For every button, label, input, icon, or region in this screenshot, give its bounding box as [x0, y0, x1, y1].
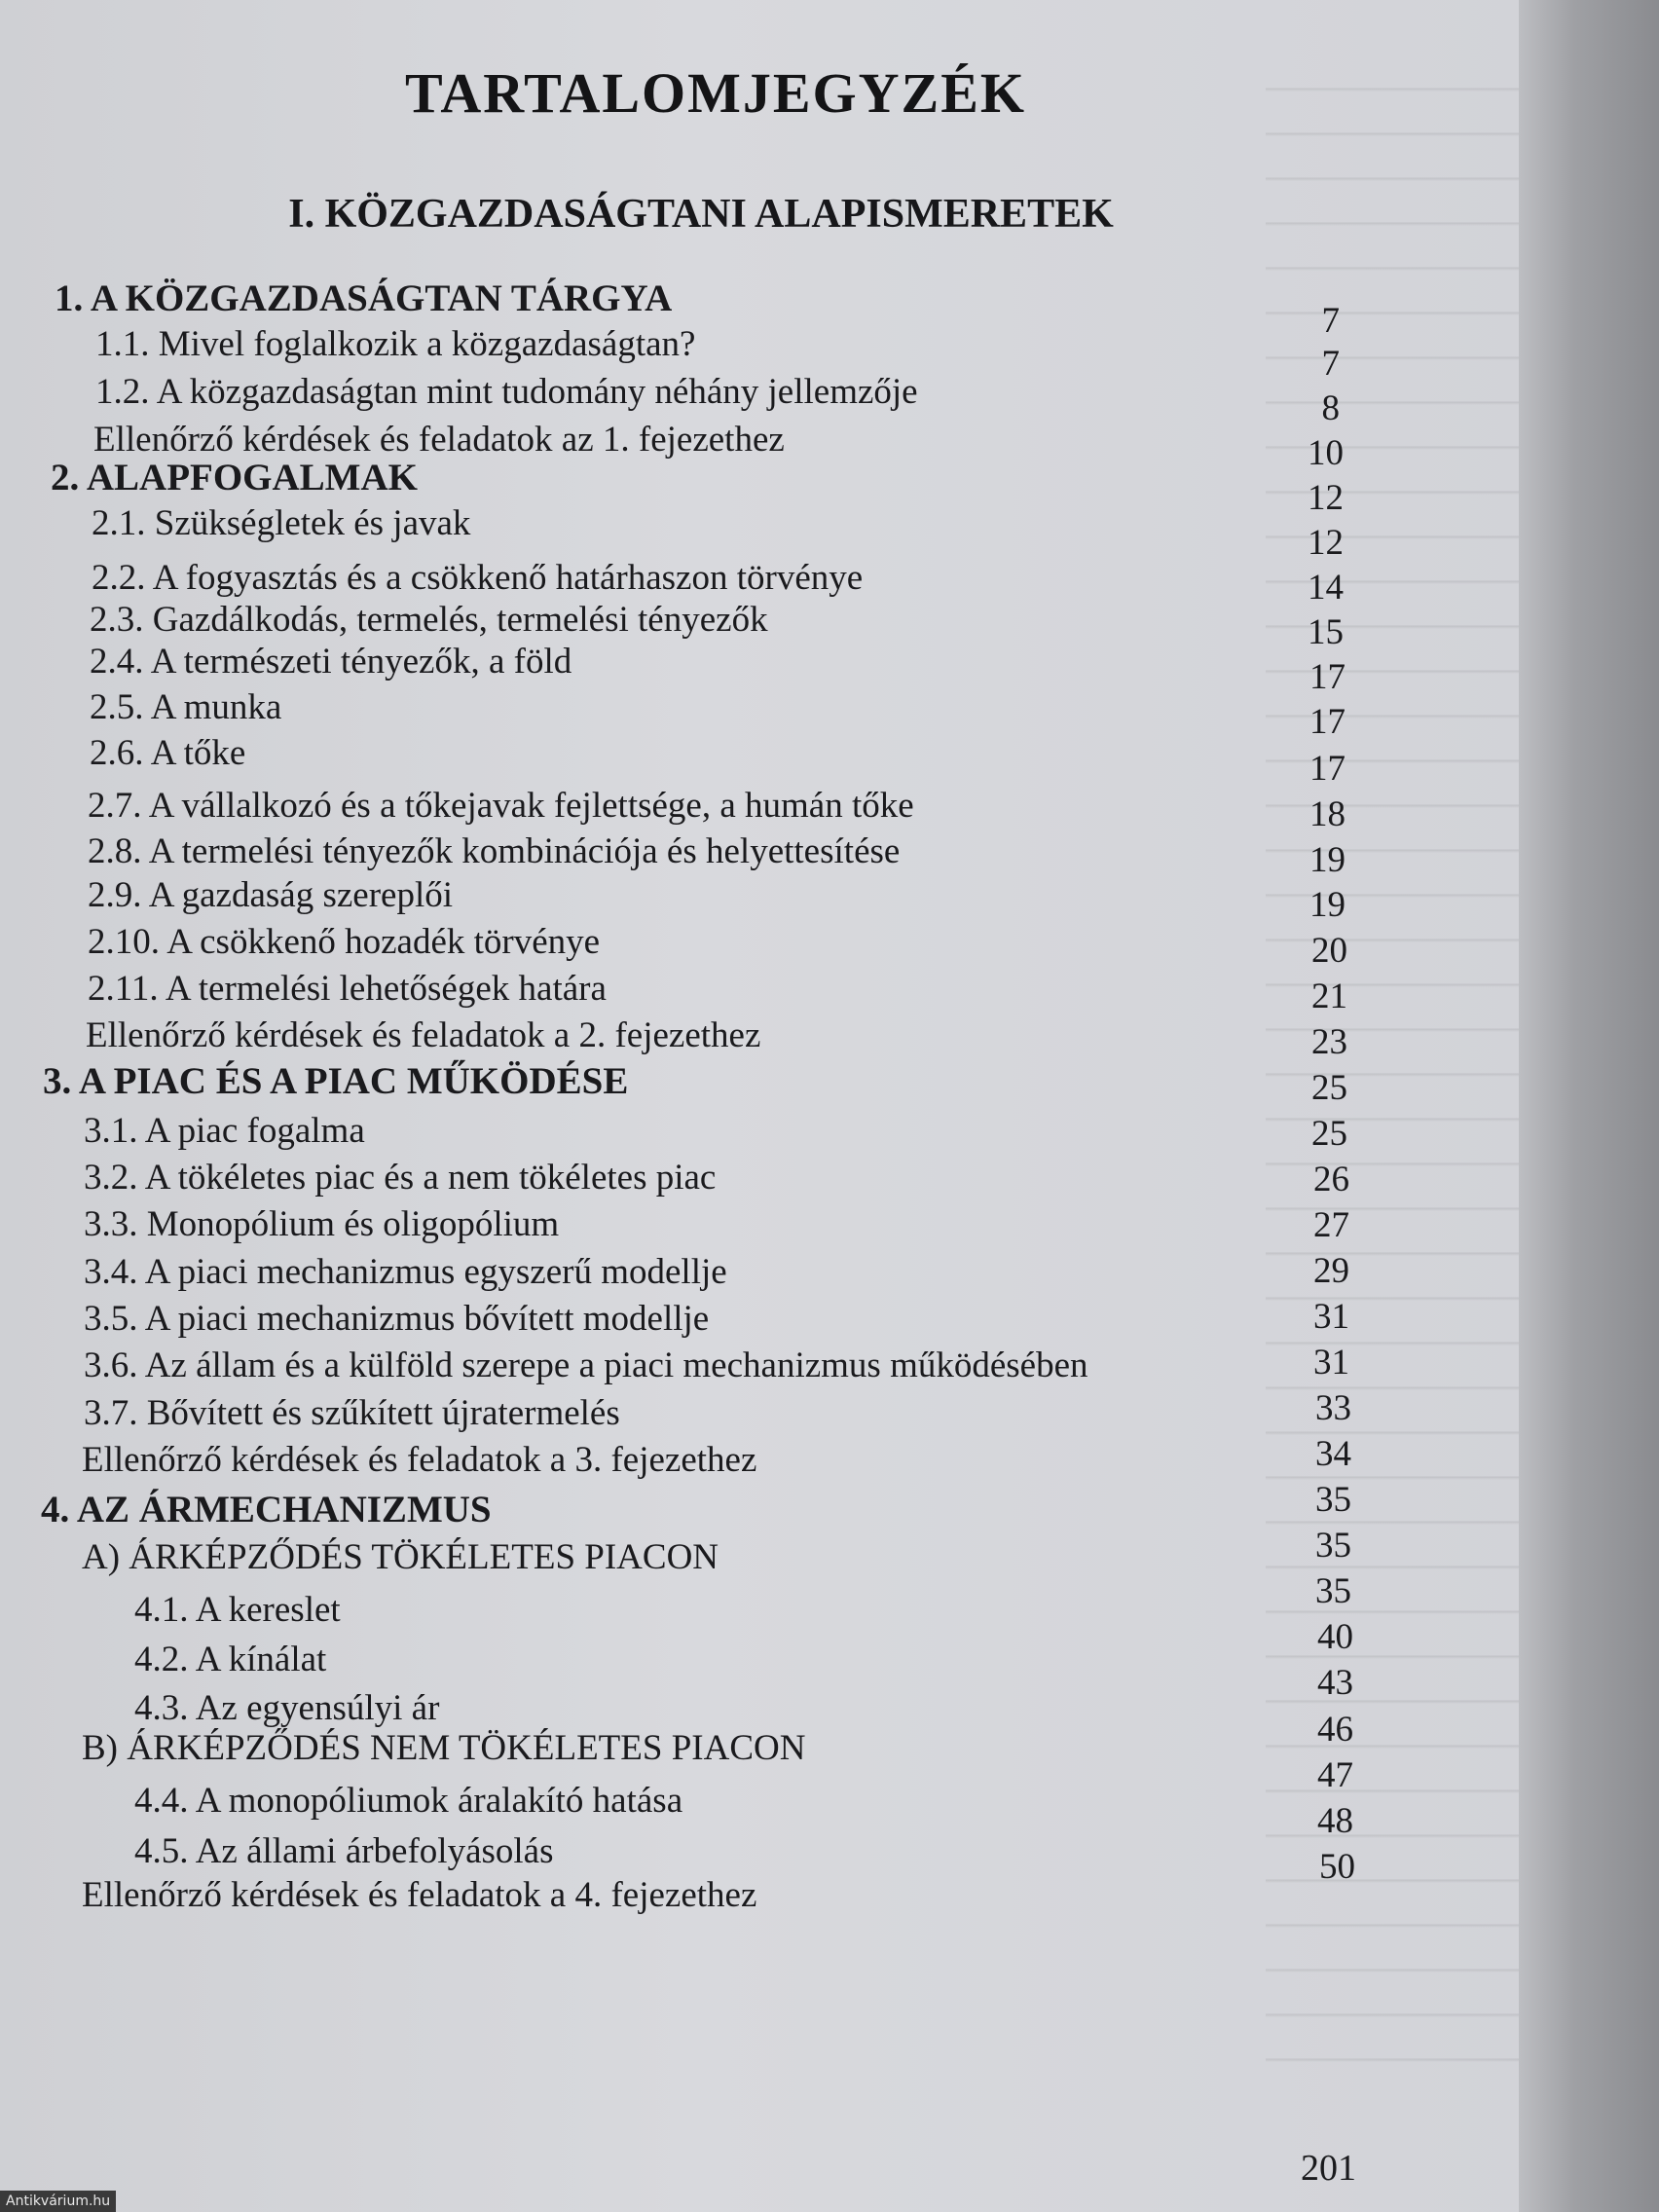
- part-title: I. KÖZGAZDASÁGTANI ALAPISMERETEK: [288, 192, 1114, 237]
- toc-entry: 2.1. Szükségletek és javak: [92, 503, 471, 543]
- toc-page-number: 7: [1321, 344, 1340, 384]
- toc-page-number: 47: [1317, 1755, 1353, 1795]
- toc-page-number: 19: [1309, 885, 1346, 925]
- toc-page-number: 31: [1313, 1297, 1349, 1337]
- toc-entry: 2.10. A csökkenő hozadék törvénye: [88, 922, 601, 962]
- page-title: TARTALOMJEGYZÉK: [404, 61, 1027, 125]
- toc-page-number: 50: [1319, 1847, 1355, 1887]
- toc-entry: 2.9. A gazdaság szereplői: [88, 875, 454, 915]
- toc-entry: 4.4. A monopóliumok áralakító hatása: [134, 1781, 683, 1821]
- toc-entry: 3.7. Bővített és szűkített újratermelés: [84, 1393, 620, 1433]
- toc-chapter-2: 2. ALAPFOGALMAK: [51, 457, 418, 498]
- toc-section-heading: A) ÁRKÉPZŐDÉS TÖKÉLETES PIACON: [82, 1537, 719, 1577]
- toc-entry: 4.1. A kereslet: [134, 1590, 341, 1630]
- toc-review-entry: Ellenőrző kérdések és feladatok a 3. fejezethez: [82, 1440, 757, 1480]
- book-spine-edge: [1519, 0, 1659, 2212]
- toc-page-number: 21: [1311, 977, 1347, 1016]
- toc-page-number: 31: [1313, 1343, 1349, 1382]
- toc-page-number: 17: [1309, 702, 1346, 742]
- toc-review-entry: Ellenőrző kérdések és feladatok a 4. fejezethez: [82, 1875, 757, 1915]
- toc-page-number: 35: [1315, 1526, 1351, 1566]
- toc-entry: 3.2. A tökéletes piac és a nem tökéletes piac: [84, 1158, 717, 1198]
- toc-page-number: 25: [1311, 1114, 1347, 1154]
- toc-page-number: 14: [1308, 568, 1344, 608]
- toc-page-number: 48: [1317, 1801, 1353, 1841]
- toc-page-number: 35: [1315, 1480, 1351, 1520]
- toc-page-number: 7: [1321, 301, 1340, 341]
- toc-page-number: 40: [1317, 1617, 1353, 1657]
- toc-entry: 3.3. Monopólium és oligopólium: [84, 1204, 560, 1244]
- toc-review-entry: Ellenőrző kérdések és feladatok a 2. fejezethez: [86, 1015, 761, 1055]
- toc-entry: 4.3. Az egyensúlyi ár: [134, 1688, 440, 1728]
- toc-entry: 2.3. Gazdálkodás, termelés, termelési tényezők: [90, 600, 768, 640]
- toc-chapter-4: 4. AZ ÁRMECHANIZMUS: [41, 1489, 492, 1530]
- toc-page-number: 12: [1308, 478, 1344, 518]
- toc-chapter-1: 1. A KÖZGAZDASÁGTAN TÁRGYA: [55, 277, 673, 319]
- toc-page-number: 17: [1309, 657, 1346, 697]
- toc-page-number: 8: [1321, 388, 1340, 428]
- toc-entry: 3.5. A piaci mechanizmus bővített modellje: [84, 1299, 710, 1339]
- toc-entry: 2.2. A fogyasztás és a csökkenő határhaszon törvénye: [92, 558, 864, 598]
- toc-entry: 3.1. A piac fogalma: [84, 1111, 365, 1151]
- toc-page-number: 20: [1311, 931, 1347, 971]
- toc-page-number: 35: [1315, 1571, 1351, 1611]
- toc-entry: 2.5. A munka: [90, 687, 282, 727]
- toc-page-number: 18: [1309, 794, 1346, 834]
- toc-page-number: 34: [1315, 1434, 1351, 1474]
- toc-entry: 3.4. A piaci mechanizmus egyszerű modellje: [84, 1252, 727, 1292]
- toc-entry: 2.7. A vállalkozó és a tőkejavak fejlettsége, a humán tőke: [88, 786, 914, 826]
- toc-page-number: 23: [1311, 1022, 1347, 1062]
- toc-entry: 4.2. A kínálat: [134, 1640, 327, 1679]
- toc-entry: 4.5. Az állami árbefolyásolás: [134, 1831, 554, 1871]
- toc-page-number: 33: [1315, 1388, 1351, 1428]
- toc-entry: 2.11. A termelési lehetőségek határa: [88, 969, 607, 1009]
- toc-page-number: 25: [1311, 1068, 1347, 1108]
- toc-section-heading: B) ÁRKÉPZŐDÉS NEM TÖKÉLETES PIACON: [82, 1728, 806, 1768]
- toc-page-number: 27: [1313, 1205, 1349, 1245]
- toc-page-number: 43: [1317, 1663, 1353, 1703]
- toc-entry: 1.2. A közgazdaságtan mint tudomány néhány jellemzője: [95, 372, 918, 412]
- toc-entry: 1.1. Mivel foglalkozik a közgazdaságtan?: [95, 324, 696, 364]
- toc-page-number: 10: [1308, 433, 1344, 473]
- toc-entry: 2.4. A természeti tényezők, a föld: [90, 642, 572, 682]
- toc-page-number: 46: [1317, 1710, 1353, 1750]
- toc-page-number: 12: [1308, 523, 1344, 563]
- toc-page-number: 15: [1308, 612, 1344, 652]
- toc-page-number: 29: [1313, 1251, 1349, 1291]
- toc-entry: 3.6. Az állam és a külföld szerepe a piaci mechanizmus működésében: [84, 1346, 1088, 1385]
- toc-entry: 2.6. A tőke: [90, 733, 246, 773]
- toc-page-number: 17: [1309, 749, 1346, 789]
- footer-page-number: 201: [1301, 2148, 1356, 2189]
- toc-chapter-3: 3. A PIAC ÉS A PIAC MŰKÖDÉSE: [43, 1060, 629, 1102]
- toc-review-entry: Ellenőrző kérdések és feladatok az 1. fejezethez: [93, 420, 785, 460]
- toc-page-number: 26: [1313, 1160, 1349, 1199]
- toc-entry: 2.8. A termelési tényezők kombinációja és helyettesítése: [88, 831, 901, 871]
- toc-page-number: 19: [1309, 840, 1346, 880]
- watermark-label: Antikvárium.hu: [0, 2191, 116, 2212]
